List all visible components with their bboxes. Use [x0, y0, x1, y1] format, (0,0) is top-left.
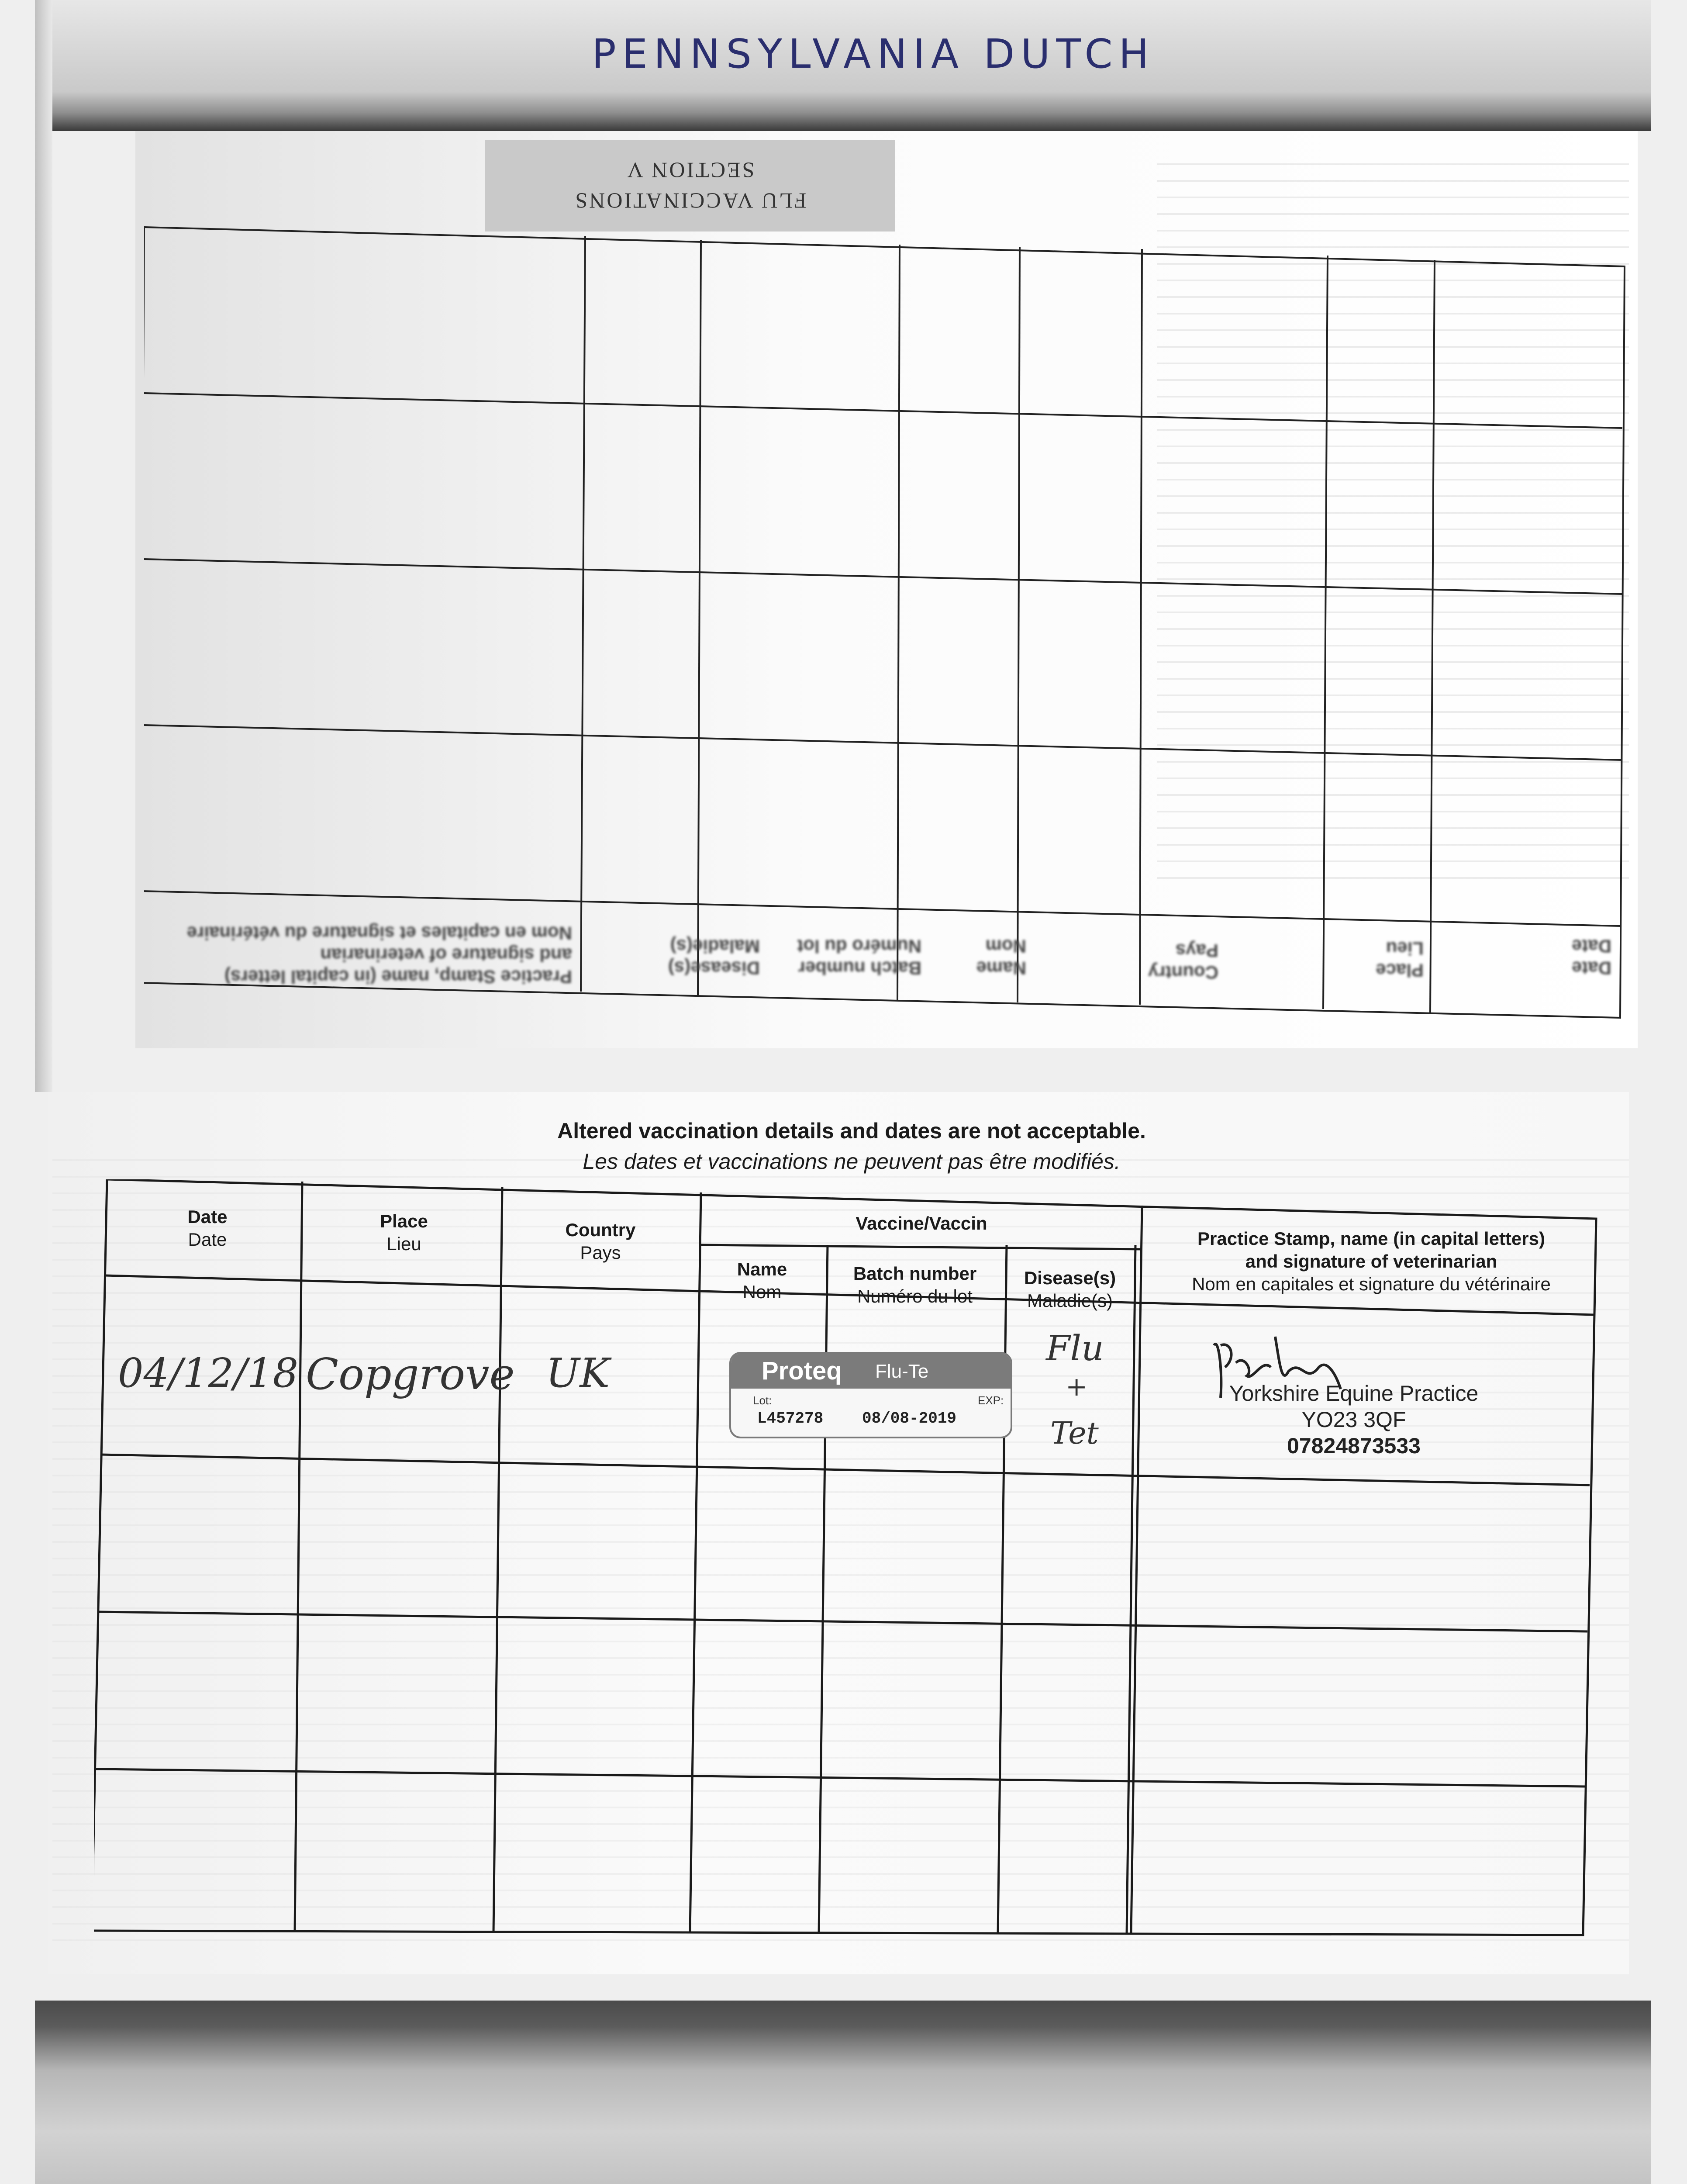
- vaccine-batch-sticker: [729, 1352, 1012, 1438]
- header-disease: [1007, 1267, 1133, 1312]
- sticker-lot-number: L457278: [757, 1410, 824, 1427]
- mirrored-header-stamp-fr: Nom en capitales et signature du vétérinaire: [186, 923, 572, 943]
- row1-place: Copgrove: [306, 1350, 515, 1400]
- row1-country: UK: [546, 1350, 610, 1396]
- stamp-postcode: YO23 3QF: [1301, 1407, 1406, 1432]
- row1-disease-1: Flu: [1046, 1328, 1104, 1368]
- header-vaccine: Vaccine/Vaccin: [856, 1213, 987, 1234]
- header-stamp-en-2: and signature of veterinarian: [1245, 1251, 1497, 1272]
- stamp-phone: 07824873533: [1287, 1434, 1421, 1458]
- notice-french: Les dates et vaccinations ne peuvent pas être modifiés.: [583, 1149, 1121, 1174]
- sticker-lot-label: Lot:: [753, 1394, 772, 1407]
- header-place-en: Place: [380, 1211, 428, 1231]
- header-date: [120, 1206, 295, 1251]
- sticker-expiry-date: 08/08-2019: [862, 1410, 957, 1427]
- header-country-fr: Pays: [580, 1242, 621, 1263]
- mirrored-header-place-fr: Lieu: [1386, 938, 1424, 959]
- mirrored-header-stamp-2: and signature of veterinarian: [320, 945, 572, 965]
- flu-vaccinations-banner: [485, 140, 895, 232]
- mirrored-header-disease-fr: Maladie(s): [670, 936, 760, 957]
- mirrored-header-batch-fr: Numéro du lot: [797, 936, 921, 957]
- header-stamp-fr: Nom en capitales et signature du vétérinaire: [1192, 1274, 1551, 1294]
- header-country: [509, 1219, 692, 1264]
- header-disease-fr: Maladie(s): [1027, 1290, 1113, 1311]
- header-place: [312, 1210, 496, 1255]
- sticker-exp-label: EXP:: [978, 1394, 1004, 1407]
- header-date-en: Date: [187, 1206, 228, 1227]
- header-disease-en: Disease(s): [1024, 1268, 1116, 1288]
- header-name-en: Name: [737, 1259, 787, 1279]
- mirrored-header-date: Date: [1571, 958, 1611, 978]
- row1-disease-2: +: [1066, 1372, 1088, 1402]
- row1-date: 04/12/18: [118, 1350, 299, 1396]
- header-stamp: [1151, 1227, 1592, 1296]
- sticker-brand: Proteq: [762, 1357, 842, 1385]
- header-name-fr: Nom: [742, 1282, 782, 1302]
- mirrored-header-name-fr: Nom: [985, 936, 1026, 957]
- mirrored-header-name: Name: [976, 958, 1026, 978]
- banner-line-1: FLU VACCINATIONS: [573, 189, 807, 213]
- header-batch-fr: Numéro du lot: [857, 1286, 973, 1306]
- notice-english: Altered vaccination details and dates are not acceptable.: [557, 1119, 1146, 1143]
- header-country-en: Country: [565, 1220, 636, 1240]
- stamp-practice-name: Yorkshire Equine Practice: [1229, 1381, 1479, 1406]
- header-batch-en: Batch number: [853, 1263, 977, 1284]
- mirrored-header-batch: Batch number: [798, 958, 921, 978]
- practice-stamp: [1197, 1380, 1511, 1459]
- header-batch: [828, 1262, 1002, 1308]
- upper-mirrored-header: [144, 900, 1629, 1005]
- handwritten-horse-name: PENNSYLVANIA DUTCH: [592, 31, 1155, 77]
- header-date-fr: Date: [188, 1229, 227, 1250]
- mirrored-header-country-fr: Pays: [1175, 940, 1218, 961]
- mirrored-header-stamp: Practice Stamp, name (in capital letters): [224, 967, 572, 987]
- sticker-product: Flu-Te: [875, 1361, 929, 1382]
- header-stamp-en-1: Practice Stamp, name (in capital letters): [1197, 1228, 1545, 1249]
- scanner-bottom-edge: [35, 2001, 1651, 2184]
- mirrored-header-date-fr: Date: [1571, 936, 1611, 957]
- header-place-fr: Lieu: [386, 1234, 421, 1254]
- banner-line-2: SECTION V: [625, 158, 755, 183]
- mirrored-header-place: Place: [1376, 960, 1424, 981]
- scanner-left-edge: [35, 0, 52, 1092]
- header-name: [701, 1258, 823, 1303]
- vaccination-record-table: [94, 1179, 1601, 1948]
- row1-disease-3: Tet: [1050, 1415, 1099, 1451]
- mirrored-header-disease: Disease(s): [668, 958, 760, 978]
- mirrored-header-country: Country: [1148, 962, 1218, 983]
